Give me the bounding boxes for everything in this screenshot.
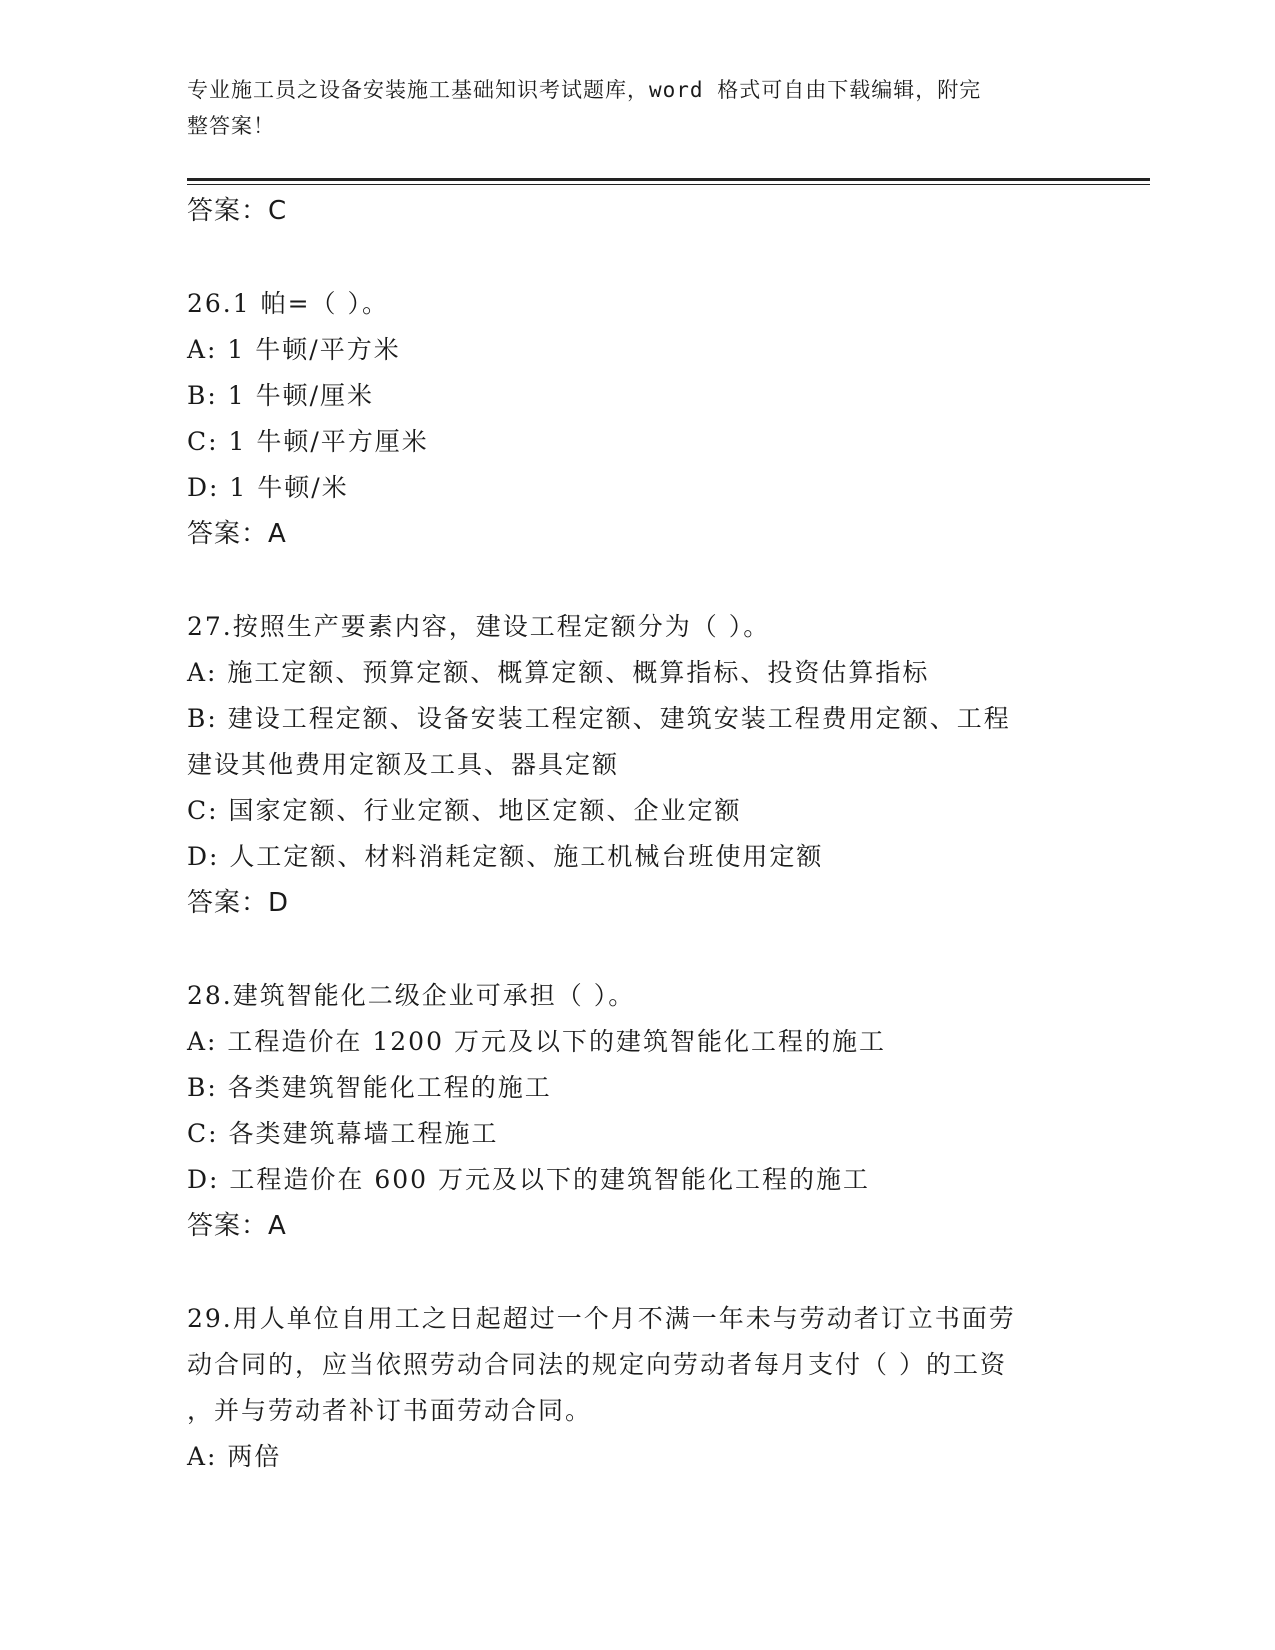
option-a: A: 施工定额、预算定额、概算定额、概算指标、投资估算指标 [187, 658, 930, 687]
spacer [187, 1249, 1087, 1296]
option-b: B: 各类建筑智能化工程的施工 [187, 1073, 552, 1102]
option-c: C: 各类建筑幕墙工程施工 [187, 1119, 499, 1148]
question-stem-line-3: ，并与劳动者补订书面劳动合同。 [187, 1396, 593, 1425]
option-a: A: 两倍 [187, 1442, 282, 1471]
question-stem: 26.1 帕=（ ）。 [187, 289, 390, 318]
option-d: D: 工程造价在 600 万元及以下的建筑智能化工程的施工 [187, 1165, 871, 1194]
option-d: D: 人工定额、材料消耗定额、施工机械台班使用定额 [187, 842, 824, 871]
question-29 [187, 1296, 1087, 1480]
header-rule-thin [187, 184, 1150, 185]
option-a: A: 1 牛顿/平方米 [187, 335, 401, 364]
option-b: B: 1 牛顿/厘米 [187, 381, 375, 410]
question-28 [187, 973, 1087, 1249]
option-c: C: 1 牛顿/平方厘米 [187, 427, 429, 456]
header-line-1: 专业施工员之设备安装施工基础知识考试题库，word 格式可自由下载编辑，附完 [187, 78, 982, 102]
question-stem: 27.按照生产要素内容，建设工程定额分为（ ）。 [187, 612, 771, 641]
document-header [187, 72, 1067, 144]
answer-25: 答案：C [187, 196, 288, 226]
option-c: C: 国家定额、行业定额、地区定额、企业定额 [187, 796, 742, 825]
question-stem-line-1: 29.用人单位自用工之日起超过一个月不满一年未与劳动者订立书面劳 [187, 1304, 1016, 1333]
spacer [187, 557, 1087, 604]
header-line-2: 整答案！ [187, 114, 275, 138]
spacer [187, 926, 1087, 973]
question-stem: 28.建筑智能化二级企业可承担（ ）。 [187, 981, 636, 1010]
question-list [187, 188, 1087, 1480]
header-rule-thick [187, 178, 1150, 181]
answer: 答案：A [187, 519, 287, 549]
option-a: A: 工程造价在 1200 万元及以下的建筑智能化工程的施工 [187, 1027, 886, 1056]
question-26 [187, 281, 1087, 557]
answer: 答案：A [187, 1211, 287, 1241]
spacer [187, 234, 1087, 281]
option-b: B: 建设工程定额、设备安装工程定额、建筑安装工程费用定额、工程 [187, 704, 1011, 733]
option-d: D: 1 牛顿/米 [187, 473, 349, 502]
question-stem-line-2: 动合同的，应当依照劳动合同法的规定向劳动者每月支付（ ）的工资 [187, 1350, 1007, 1379]
option-b-continued: 建设其他费用定额及工具、器具定额 [187, 750, 620, 779]
question-27 [187, 604, 1087, 926]
answer: 答案：D [187, 888, 290, 918]
